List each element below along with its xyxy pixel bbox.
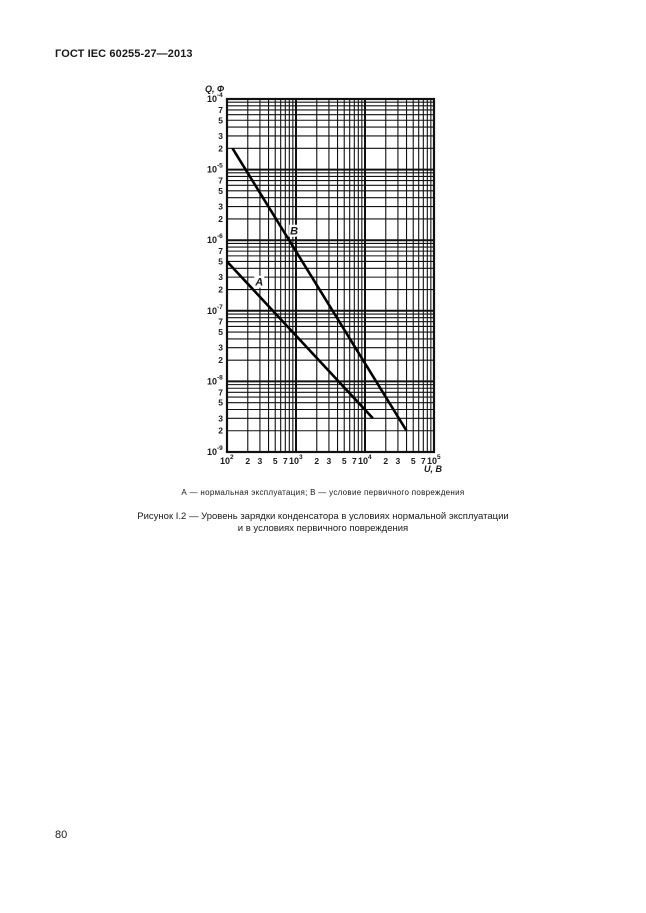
y-tick-label-exponent: -8 [217,374,223,382]
series-label-a: A [255,276,264,289]
x-minor-tick-label: 7 [351,456,357,466]
x-minor-tick-label: 5 [410,456,416,466]
x-tick-label-exponent: 4 [368,454,372,461]
x-minor-tick-label: 2 [383,456,389,466]
y-minor-tick-label: 7 [218,387,223,398]
plot-frame [227,99,434,452]
x-minor-tick-label: 7 [282,456,288,466]
y-tick-label-exponent: -4 [217,92,223,99]
x-axis-label: U, В [424,464,442,474]
y-tick-label: 10 [207,305,218,316]
x-minor-tick-label: 3 [395,456,401,466]
x-tick-label: 10 [358,456,369,466]
y-tick-label: 10 [207,164,218,175]
page-number: 80 [55,829,68,841]
y-tick-label-exponent: -7 [217,303,223,311]
series-label-b: B [290,225,299,238]
y-minor-tick-label: 3 [218,130,223,141]
y-minor-tick-label: 2 [218,425,223,436]
y-tick-label-exponent: -5 [217,162,223,170]
x-minor-tick-label: 2 [245,456,251,466]
y-minor-tick-label: 2 [218,284,223,295]
y-tick-label: 10 [207,94,218,104]
y-minor-tick-label: 2 [218,143,223,154]
y-minor-tick-label: 2 [218,213,223,224]
y-tick-label: 10 [207,376,218,387]
y-minor-tick-label: 3 [218,413,223,424]
y-tick-label: 10 [207,447,218,457]
x-tick-label: 10 [289,456,300,466]
x-minor-tick-label: 3 [326,456,332,466]
y-minor-tick-label: 7 [218,316,223,327]
y-minor-tick-label: 5 [218,397,223,408]
y-minor-tick-label: 7 [218,246,223,257]
x-minor-tick-label: 5 [272,456,278,466]
x-tick-label: 10 [427,456,438,466]
y-minor-tick-label: 7 [218,104,223,115]
x-tick-label: 10 [220,456,231,466]
y-tick-label-exponent: -9 [217,445,223,452]
x-minor-tick-label: 2 [314,456,320,466]
x-tick-label-exponent: 2 [230,454,234,461]
x-minor-tick-label: 3 [257,456,263,466]
y-minor-tick-label: 5 [218,115,223,126]
document-header: ГОСТ IEC 60255-27—2013 [55,48,193,60]
x-minor-tick-label: 7 [420,456,426,466]
y-minor-tick-label: 2 [218,355,223,366]
figure-caption [0,511,646,535]
x-tick-label-exponent: 5 [437,454,441,461]
y-tick-label-exponent: -6 [217,233,223,241]
y-minor-tick-label: 3 [218,201,223,212]
caption-line-2: и в условиях первичного повреждения [237,523,409,534]
y-minor-tick-label: 5 [218,185,223,196]
y-minor-tick-label: 5 [218,327,223,338]
y-minor-tick-label: 7 [218,175,223,186]
y-axis-label: Q, Ф [205,84,225,94]
y-tick-label: 10 [207,235,218,246]
x-minor-tick-label: 5 [341,456,347,466]
chart-grid [227,99,434,452]
legend-note: А — нормальная эксплуатация; В — условие первичного повреждения [181,488,465,497]
y-minor-tick-label: 3 [218,342,223,353]
y-minor-tick-label: 3 [218,272,223,283]
y-minor-tick-label: 5 [218,256,223,267]
caption-line-1: Рисунок I.2 — Уровень зарядки конденсатора в условиях нормальной эксплуатации [137,511,509,522]
x-tick-label-exponent: 3 [299,454,303,461]
